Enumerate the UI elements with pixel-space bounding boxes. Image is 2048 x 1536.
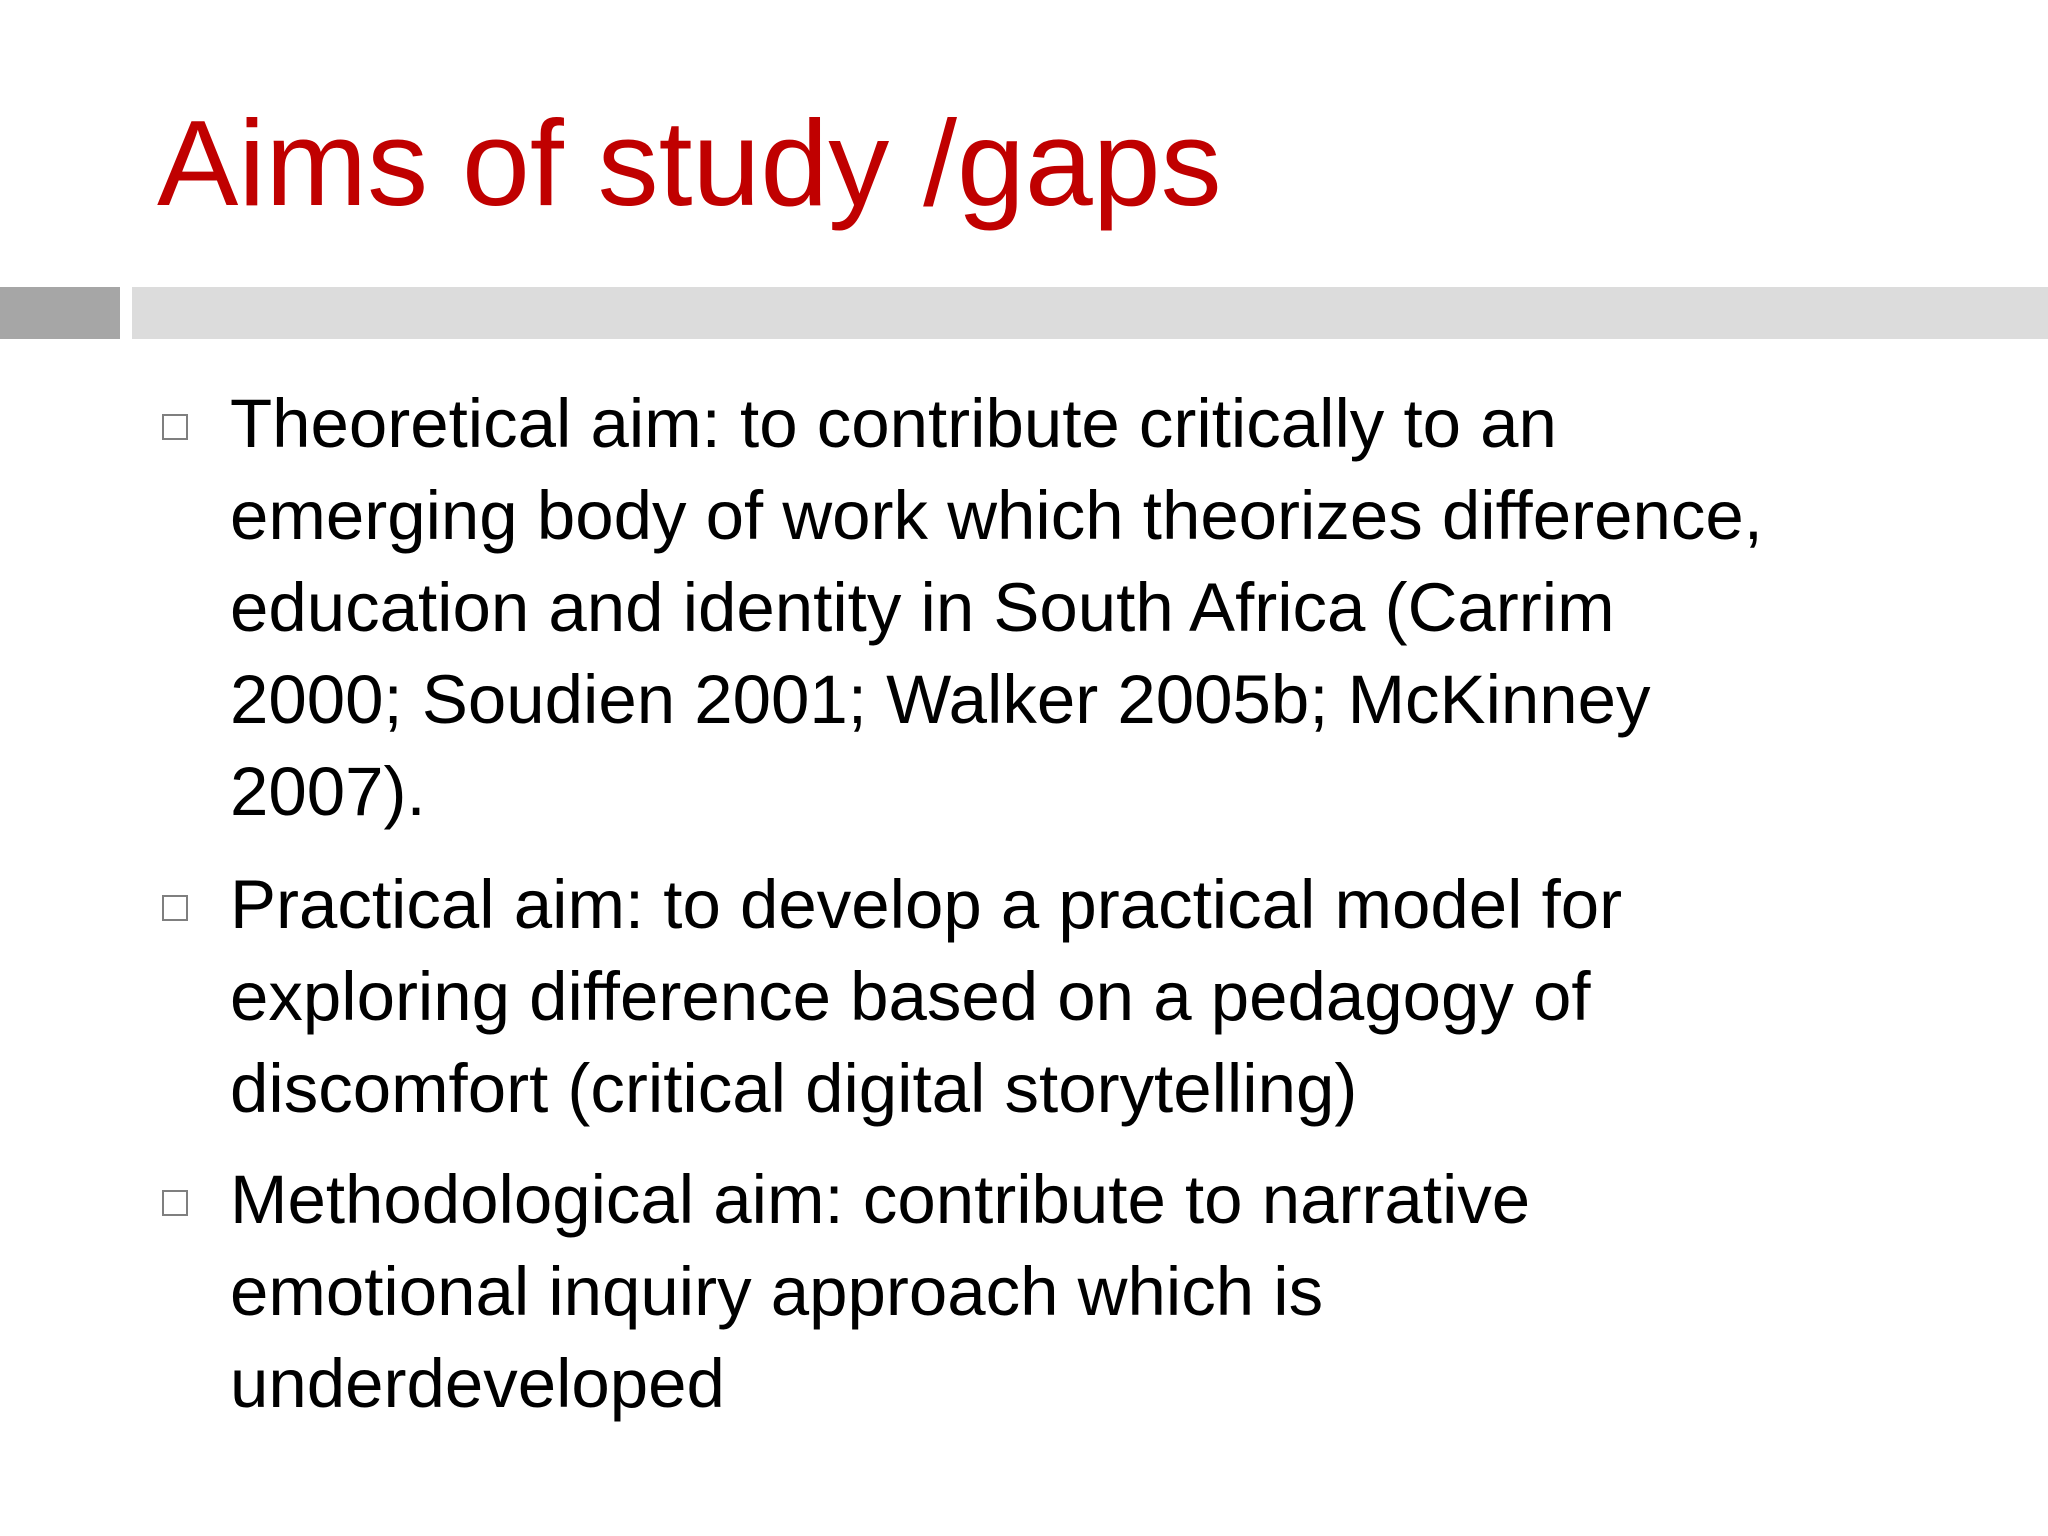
hollow-square-icon [162,1190,188,1216]
hollow-square-icon [162,414,188,440]
bullet-text: Methodological aim: contribute to narrative emotional inquiry approach which is underdeveloped [230,1161,1531,1422]
bullet-text: Theoretical aim: to contribute critically to an emerging body of work which theorizes difference, education and identity in South Africa (Carrim 2000; Soudien 2001; Walker 2005b; McKinney 2007). [230,385,1763,830]
hollow-square-icon [162,895,188,921]
title-divider-accent [0,287,120,339]
bullet-text: Practical aim: to develop a practical model for exploring difference based on a pedagogy of discomfort (critical digital storytelling) [230,866,1623,1127]
slide-title: Aims of study /gaps [157,95,1222,231]
title-divider-bar [132,287,2048,339]
